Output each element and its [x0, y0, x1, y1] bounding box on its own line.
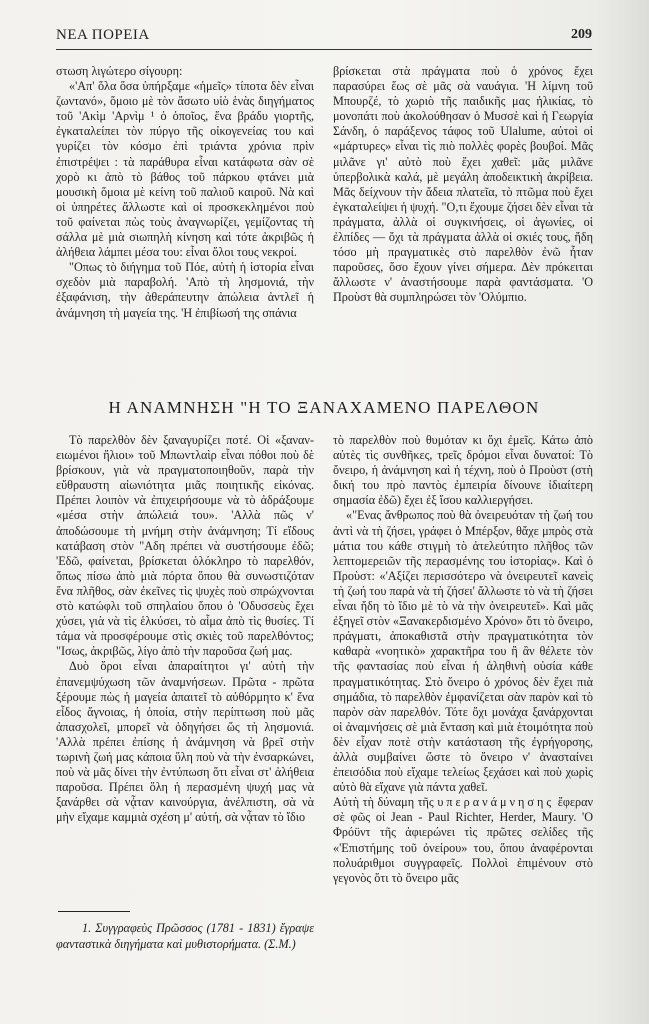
- paragraph: τὸ παρελθὸν ποὺ θυμόταν κι ὄχι ἐμεῖς. Κάτω ἀπὸ αὐτὲς τὶς συνθῆκες, τρεῖς δρόμοι εἶναι δυνατοί: Τὸ ὄνειρο, ἡ ἀνάμνηση καὶ ἡ τέχνη, ποὺ ὁ Προὺστ (στὴ δική του πρὸ παντὸς ἐμπειρία δίνουνε ἰδιαίτερη σημασία ἐδῶ) ἔχει ἐξ ἴσου καλλιεργήσει.: [333, 433, 593, 508]
- header-rule: [56, 49, 592, 50]
- footnote: [56, 920, 314, 952]
- paragraph: βρίσκεται στὰ πράγματα ποὺ ὁ χρόνος ἔχει παρασύρει ἕως σὲ μᾶς σὰ ναυάγια. 'Η λίμνη τοῦ Μπουρζέ, τὸ χωριὸ τῆς παιδικῆς μας ἡλικίας, τὸ μονοπάτι ποὺ ἀκολούθησαν ὁ Μυσσὲ καὶ ἡ Γεωργία Σάνδη, ὁ παράξενος τάφος τοῦ Ulalume, αὐτοὶ οἱ «μάρτυρες» εἶναι τὶς πιὸ πολλὲς φορὲς βουβοί. Μᾶς μιλᾶνε γι' αὐτὸ ποὺ ἔχει χαθεῖ: μᾶς μιλᾶνε ὑπερβολικὰ καλά, μὲ μεγάλη ἀποδεικτικὴ ἀκρίβεια. Μᾶς δείχνουν τὴν ἄδεια πλατεῖα, τὸ πτῶμα ποὺ ἔχει ἐγκαταλείψει ἡ ψυχή. "Ο,τι ἔχουμε ζήσει δὲν εἶναι τὰ πράγματα, ἀλλὰ οἱ συγκινήσεις, οἱ ἀγωνίες, οἱ ἐλπίδες — ὄχι τὰ πράγματα ἀλλὰ οἱ σκιές τους, ἤδη τόσο μὴ πραγματικὲς στὸ παρελθὸν ἐνῶ ἦταν παροῦσες, ὅσο ἔχουν γίνει σήμερα. Δὲν πρόκειται ἄλλωστε ν' ἀναστήσουμε παρὰ φαντάσματα. 'Ο Προὺστ θὰ συμπληρώσει τὸν 'Ολύμπιο.: [333, 64, 593, 305]
- paragraph: «'Απ' ὅλα ὅσα ὑπήρξαμε «ἡμεῖς» τίποτα δὲν εἶναι ζωντανό», ὅμοιο μὲ τὸν ἄσωτο υἱὸ ἑνὰς διηγήματος τοῦ 'Ακὶμ 'Αρνὶμ ¹ ὁ ὁποῖος, ἕνα βράδυ γιορτῆς, ἐγκαταλείπει τὸν πύργο τῆς οἰκογενείας του καὶ γυρίζει τὸν κόσμο ἐπὶ τριάντα χρόνια πρὶν ἐπιστρέψει : τὰ παράθυρα εἶναι κατάφωτα σὰν σὲ χορὸ κι ἀπὸ τὸ βάθος τοῦ πάρκου φτάνει μιὰ μουσικὴ ὅμοια μὲ κείνη τοῦ παλιοῦ καιροῦ. Νὰ καὶ οἱ ὑπηρέτες ἄλλωστε καὶ οἱ προσκεκλημένοι ποὺ τοῦ φαίνεται πὼς τοὺς ἀναγνωρίζει, γεμίζοντας τὴ σάλλα μὲ μιὰ σιωπηλὴ κίνηση καὶ τότε ἀκριβῶς ἡ ἀλήθεια λάμπει μέσα του: εἶναι ὅλοι τους νεκροί.: [56, 79, 314, 260]
- section-heading: Η ΑΝΑΜΝΗΣΗ "Η ΤΟ ΞΑΝΑΧΑΜΕΝΟ ΠΑΡΕΛΘΟΝ: [108, 398, 540, 417]
- paragraph: [333, 795, 593, 886]
- paragraph: "Οπως τὸ διήγημα τοῦ Πόε, αὐτὴ ἡ ἱστορία εἶναι σχεδὸν μιὰ παραβολή. 'Απὸ τὴ λησμονιά, τὴν ἐξαφάνιση, τὴν ἀθεράπευτην ἀπώλεια ἀντλεῖ ἡ ἀνάμνηση τὴ μαγεία της. 'Η ἐπιβίωσή της σπάνια: [56, 260, 314, 320]
- top-left-column: [56, 64, 314, 321]
- paragraph: στωση λιγώτερο σίγουρη:: [56, 64, 183, 78]
- paragraph: Δυὸ ὅροι εἶναι ἀπαραίτητοι γι' αὐτὴ τὴν ἐπανεμψύχωση τῶν ἀναμνήσεων. Πρῶτα - πρῶτα ξέρουμε πὼς ἡ μαγεία ἀπαιτεῖ τὸ αὐθόρμητο κ' ἕνα εἶδος ἄγνοιας, ἡ ὁποία, στὴν περίπτωση ποὺ μᾶς ἀπασχολεῖ, μπορεῖ νὰ ὁδηγήσει ὥς τὴ λησμονιά. 'Αλλὰ πρέπει ἐπίσης ἡ ἀνάμνηση νὰ βρεῖ στὴν τωρινὴ ζωή μας κάποια ὕλη ποὺ νὰ τὴν ἐνσαρκώνει, ποὺ νὰ μᾶς δίνει τὴν ἐντύπωση ὅτι εἶναι στ' ἀλήθεια παροῦσα. Πρέπει ὅλη ἡ περασμένη ψυχή μας νὰ ξανάρθει σὰ νᾆταν καινούργια, ἀνέλπιστη, σὰ νὰ μὴν εἴχαμε καμμιὰ σχέση μ' αὐτή, σὰ νᾆταν τὸ ἴδιο: [56, 659, 314, 825]
- running-header: [56, 27, 592, 49]
- footnote-rule: [58, 911, 130, 912]
- page-number: 209: [571, 27, 592, 42]
- spaced-emphasis: υπερανάμνησης: [437, 795, 555, 810]
- top-right-column: [333, 64, 593, 306]
- footnote-number: 1.: [82, 921, 92, 935]
- bottom-right-column: [333, 433, 593, 886]
- bottom-left-column: [56, 433, 314, 825]
- text-run: ἔφεραν σὲ φῶς οἱ Jean - Paul Richter, Herder, Maury. 'Ο Φρόϋντ τῆς ἀφιερώνει τὶς πρῶτες σελίδες τῆς «'Επιστήμης τοῦ ὀνείρου» του, ὅπου ἀναφέρονται πολυάριθμοι συγγραφεῖς. Πολλοὶ ἐπιμένουν στὸ γεγονὸς ὅτι τὸ ὄνειρο μᾶς: [333, 795, 594, 885]
- paragraph: Τὸ παρελθὸν δὲν ξαναγυρίζει ποτέ. Οἱ «ξανανειωμένοι ἥλιοι» τοῦ Μπωντλαὶρ εἶναι πόθοι ποὺ δὲ βρίσκουν, γιὰ νὰ πραγματοποιηθοῦν, παρὰ τὴν εὔθραυστη αἰωνιότητα μιᾶς ποιητικῆς εἰκόνας. Πρέπει λοιπὸν νὰ ἐπιχειρήσουμε νὰ τὸ ἀδράξουμε «μέσα στὴν ἀπώλειά του». 'Αλλὰ πῶς ν' ἀποδώσουμε τὴ μνήμη στὴν ἀνάμνηση; Τί εἴδους κατάβαση στὸν "Αδη πρέπει νὰ συστήσουμε ἐδῶ; 'Εδῶ, φαίνεται, βρίσκεται ὁλόκληρο τὸ παρελθόν, ὅπως πίσω ἀπὸ μιὰ πόρτα ὅπου θὰ συνωστιζόταν ἕνα πλῆθος, σὰν ἐκεῖνες τὶς ψυχὲς ποὺ σπρώχνονται στὸ κατώφλι τοῦ σπηλαίου ὅπου ὁ 'Οδυσσεὺς ἔχει χύσει, γιὰ νὰ τὶς ἑλκύσει, τὸ αἷμα ἀπὸ τὶς θυσίες. Τί τάμα νὰ προσφέρουμε στὶς σκιὲς τοῦ παρελθόντος; "Ισως, ἀκριβῶς, λίγο ἀπὸ τὴν παροῦσα ζωή μας.: [56, 433, 314, 659]
- footnote-text: Συγγραφεὺς Πρῶσσος (1781 - 1831) ἔγραψε φανταστικὰ διηγήματα καὶ μυθιστορήματα. (Σ.Μ.): [56, 921, 314, 951]
- paragraph: «"Ενας ἄνθρωπος ποὺ θὰ ὀνειρευόταν τὴ ζωή του ἀντὶ νὰ τὴ ζήσει, γράφει ὁ Μπέρξον, θἄχε μπρὸς στὰ μάτια του κάθε στιγμὴ τὸ ἀτελεύτητο πλῆθος τῶν λεπτομερειῶν τῆς περασμένης του ἱστορίας». Καὶ ὁ Προὺστ: «'Αξίζει περισσότερο νὰ ὀνειρευτεῖ κανεὶς τὴ ζωή του παρὰ νὰ τὴ ζήσει' ἄλλωστε τὸ νὰ τὴ ζήσει εἶναι ἤδη τὸ ἴδιο μὲ τὸ νὰ τὴν ὀνειρευτεῖ». Καὶ μᾶς ἐξηγεῖ στὸν «Ξανακερδισμένο Χρόνο» ὅτι τὸ ὄνειρο, πράγματι, ἀποκαθιστᾶ στὴν πραγματικότητα τὸν καθαρὰ «νοητικὸ» χαρακτῆρα του ἢ ἂν θέλετε τὸν τῆς φαντασίας ποὺ εἶναι ἡ ἀληθινὴ οὐσία κάθε πραγματικότητας. Στὸ ὄνειρο ὁ χρόνος δὲν ἔχει πιὰ σημάδια, τὸ παρελθὸν ἐμφανίζεται σὰν παρὸν καὶ τὸ παρὸν σὰν παρελθόν. Τότε ὄχι μονάχα ξανάρχονται οἱ ἀναμνήσεις σὲ μιὰ ἔνταση καὶ μιὰ ἑτοιμότητα ποὺ δὲν εἶχαν ποτὲ στὴν κατάσταση τῆς ἐγρήγορσης, ἀλλὰ συμβαίνει ὥστε τὸ ὄνειρο ν' ἀνασταίνει ἐπεισόδια ποὺ εἴχαμε τελείως ξεχάσει καὶ ποὺ χωρὶς αὐτὸ θὰ εἴχανε γιὰ πάντα χαθεῖ.: [333, 508, 593, 795]
- text-run: Αὐτὴ τὴ δύναμη τῆς: [333, 795, 438, 810]
- journal-title: ΝΕΑ ΠΟΡΕΙΑ: [56, 27, 150, 43]
